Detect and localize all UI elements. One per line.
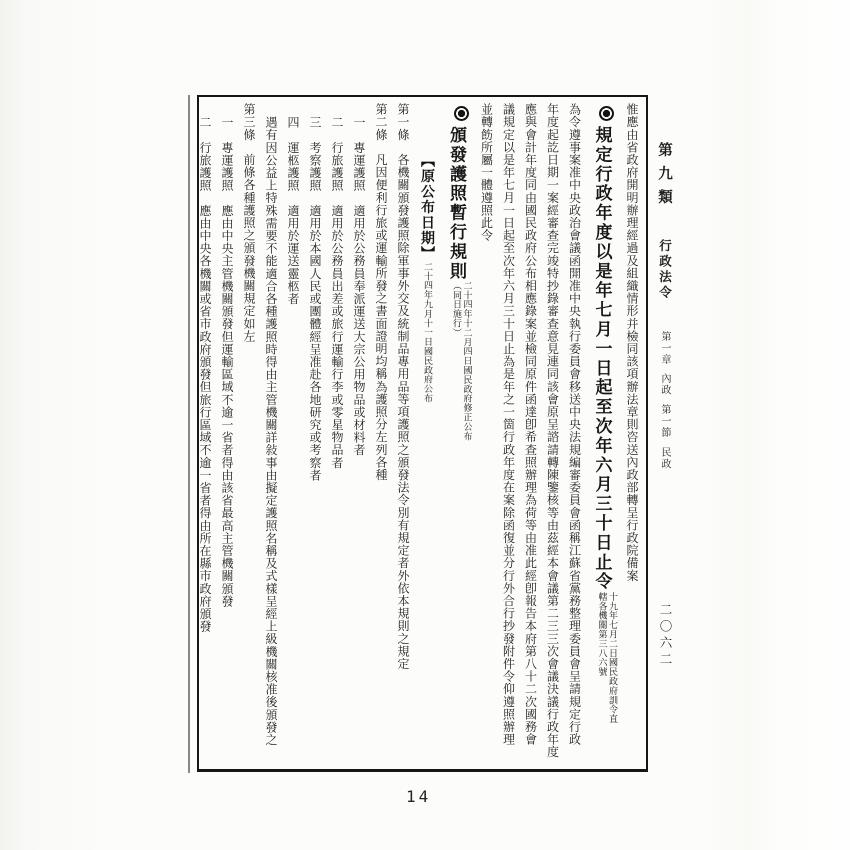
column-text: 遇有因公益上特殊需要不能適合各種護照時得由主管機關詳敍事由擬定護照名稱及式樣呈經上級機關核准後頒發之 (264, 116, 278, 746)
header-law-class: 行政法令 (657, 238, 673, 301)
column-9-marker (414, 103, 440, 765)
column-19-item (194, 103, 216, 765)
annotation-line: 二十四年九月十一日國民政府公布 (422, 261, 432, 403)
header-section-label: 第一節 (659, 404, 670, 439)
column-text: 二 行旅護照 適用於公務員出差或旅行運輸行李或零星物品者 (330, 116, 344, 469)
column-11-article (370, 103, 392, 765)
column-text: 第二條 凡因便利行旅或運輸所發之書面證明均稱為護照分左列各種 (374, 103, 388, 481)
folio-number: 二〇六二 (658, 603, 673, 669)
column-16-item (260, 103, 282, 765)
column-text: 規定行政年度以是年七月一日起至次年六月三十日止令 (591, 126, 612, 592)
text-frame-border (197, 95, 648, 772)
column-18-item (216, 103, 238, 765)
text-frame (199, 97, 646, 769)
column-text: 惟應由省政府開明辦理經過及組織情形并檢同該項辦法章則咨送內政部轉呈行政院備案 (625, 103, 639, 582)
column-12-item (348, 103, 370, 765)
column-8-title (440, 103, 476, 765)
column-15-item (282, 103, 304, 765)
fisheye-bullet-icon (454, 106, 469, 121)
column-14-item (304, 103, 326, 765)
column-2-title (586, 103, 622, 765)
annotation-note (422, 262, 433, 403)
header-chapter-label: 第一章 (659, 330, 670, 365)
column-4-body (542, 103, 564, 765)
fisheye-bullet-icon (599, 106, 614, 121)
column-text: 第三條 前條各種護照之頒發機關規定如左 (242, 103, 256, 343)
column-13-item (326, 103, 348, 765)
column-7-body (476, 103, 498, 765)
header-category: 第九類 (656, 142, 672, 213)
annotation-line: （同日施行） (451, 281, 461, 338)
column-6-body (498, 103, 520, 765)
annotation-note (451, 281, 472, 441)
column-1-body (621, 103, 643, 765)
annotation-line: 十九年七月二日國民政府訓令直 (607, 591, 617, 724)
column-text: 三 考察護照 適用於本國人民或團體經呈准赴各地研究或考察者 (308, 116, 322, 482)
page-edge-line (188, 95, 190, 773)
column-text: 【原公布日期】 (419, 153, 435, 262)
column-10-article (392, 103, 414, 765)
column-text: 二 行旅護照 應由中央各機關或省市政府頒發但旅行區域不逾一省者得由所在縣市政府頒發 (198, 116, 212, 633)
header-chapter-name: 內政 (659, 373, 670, 396)
annotation-note (596, 592, 617, 724)
column-text: 頒發護照暫行規則 (446, 126, 466, 282)
header-section-name: 民政 (659, 446, 670, 470)
column-text: 年度起訖日期一案經審查完竣特抄錄審查意見連同該會原呈諮請轉陳鑒核等由茲經本會議第二三三次會議決議行政年度 (545, 103, 560, 759)
annotation-line: 轄各機關第三八六號 (596, 591, 607, 677)
column-text: 並轉飭所屬一體遵照此令 (479, 103, 494, 242)
column-text: 議規定以是年七月一日起至次年六月三十日止為是年之一箇行政年度在案除函復並分行外合行抄發附件令仰遵照辦理 (501, 103, 516, 746)
column-text: 第一條 各機關頒發護照除軍事外交及統制品專用品等項護照之頒發法令別有規定者外依本規則之規定 (396, 103, 410, 670)
column-text: 一 專運護照 應由中央主管機關頒發但運輸區域不逾一省者得由該省最高主管機關頒發 (220, 116, 234, 608)
column-text: 為令遵事案准中央政治會議函開准中央執行委員會移送中央法規編審委員會函稱江蘇省黨務整理委員會呈請規定行政 (567, 103, 582, 746)
column-text: 四 運柩護照 適用於運送靈柩者 (286, 116, 300, 305)
page-number: 14 (406, 787, 432, 806)
column-3-body (564, 103, 586, 765)
column-text: 一 專運護照 適用於公務員奉派運送大宗公用物品或材料者 (352, 116, 366, 457)
column-17-article (238, 103, 260, 765)
annotation-line: 二十四年十二月四日國民政府修正公布 (461, 281, 472, 442)
running-header (654, 142, 675, 478)
column-5-body (520, 103, 542, 765)
column-text: 應與會計年度同由國民政府公布相應錄案並檢同原件函達卽希查照辦理為荷等由准此經卽報告本府第八十二次國務會 (523, 103, 538, 746)
